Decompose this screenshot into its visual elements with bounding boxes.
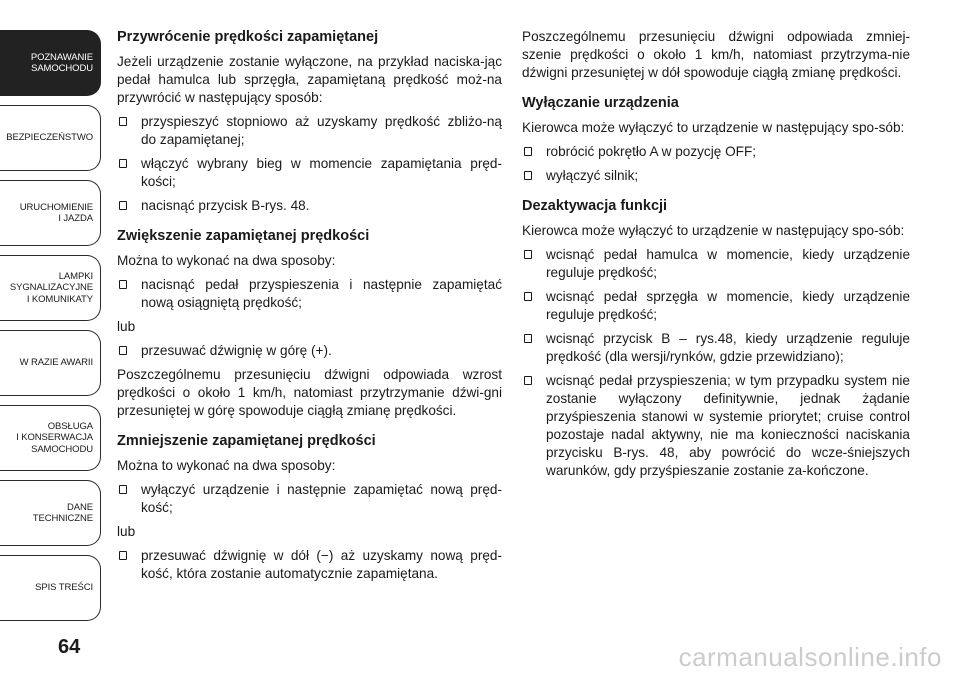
paragraph: Kierowca może wyłączyć to urządzenie w następujący spo-sób: bbox=[522, 120, 905, 135]
list-item: przesuwać dźwignię w dół (−) aż uzyskamy nową pręd-kość, która zostanie automatycznie zapamiętana. bbox=[117, 547, 502, 583]
tab-poznawanie-samochodu[interactable]: POZNAWANIE SAMOCHODU bbox=[0, 30, 101, 96]
watermark: carmanualsonline.info bbox=[678, 642, 942, 672]
tab-obsluga-i-konserwacja[interactable]: OBSŁUGA I KONSERWACJA SAMOCHODU bbox=[0, 405, 101, 471]
heading-increase-speed: Zwiększenie zapamiętanej prędkości bbox=[117, 228, 370, 244]
paragraph: Można to wykonać na dwa sposoby: bbox=[117, 458, 336, 473]
list-item: przyspieszyć stopniowo aż uzyskamy prędkość zbliżo-ną do zapamiętanej; bbox=[117, 113, 502, 149]
tab-bezpieczenstwo[interactable]: BEZPIECZEŃSTWO bbox=[0, 105, 101, 171]
list-item: włączyć wybrany bieg w momencie zapamiętania pręd-kości; bbox=[117, 155, 502, 191]
list-item: wcisnąć pedał sprzęgła w momencie, kiedy urządzenie reguluje prędkość; bbox=[522, 288, 910, 324]
checkbox-bullet-icon bbox=[524, 292, 532, 301]
checkbox-bullet-icon bbox=[524, 147, 532, 156]
tab-w-razie-awarii[interactable]: W RAZIE AWARII bbox=[0, 330, 101, 396]
paragraph: Można to wykonać na dwa sposoby: bbox=[117, 253, 336, 268]
checkbox-bullet-icon bbox=[524, 171, 532, 180]
checkbox-bullet-icon bbox=[119, 159, 127, 168]
list-item: nacisnąć pedał przyspieszenia i następnie zapamiętać nową osiągniętą prędkość; bbox=[117, 276, 502, 312]
page-number: 64 bbox=[58, 636, 81, 658]
checkbox-bullet-icon bbox=[119, 485, 127, 494]
tab-uruchomienie-i-jazda[interactable]: URUCHOMIENIE I JAZDA bbox=[0, 180, 101, 246]
checkbox-bullet-icon bbox=[119, 551, 127, 560]
list-item: wyłączyć urządzenie i następnie zapamiętać nową pręd-kość; bbox=[117, 481, 502, 517]
left-column bbox=[117, 28, 502, 589]
list-item: wcisnąć przycisk B – rys.48, kiedy urządzenie reguluje prędkość (dla wersji/rynków, gdzie przewidziano); bbox=[522, 330, 910, 366]
right-column bbox=[522, 28, 910, 486]
paragraph: Kierowca może wyłączyć to urządzenie w następujący spo-sób: bbox=[522, 223, 905, 238]
checkbox-bullet-icon bbox=[524, 376, 532, 385]
paragraph-or: lub bbox=[117, 524, 136, 539]
list-item: wyłączyć silnik; bbox=[522, 167, 910, 185]
heading-deactivation: Dezaktywacja funkcji bbox=[522, 198, 668, 214]
paragraph: Jeżeli urządzenie zostanie wyłączone, na przykład naciska-jąc pedał hamulca lub sprzęgła, zapamiętaną prędkość moż-na przywrócić w następujący sposób: bbox=[117, 54, 502, 105]
list-item: robrócić pokrętło A w pozycję OFF; bbox=[522, 143, 910, 161]
heading-shutdown: Wyłączanie urządzenia bbox=[522, 95, 679, 111]
checkbox-bullet-icon bbox=[119, 117, 127, 126]
chapter-tabs bbox=[0, 0, 103, 640]
paragraph-or: lub bbox=[117, 319, 136, 334]
list-item: wcisnąć pedał hamulca w momencie, kiedy urządzenie reguluje prędkość; bbox=[522, 246, 910, 282]
checkbox-bullet-icon bbox=[524, 250, 532, 259]
list-item: nacisnąć przycisk B-rys. 48. bbox=[117, 197, 502, 215]
checkbox-bullet-icon bbox=[119, 280, 127, 289]
checkbox-bullet-icon bbox=[524, 334, 532, 343]
paragraph: Poszczególnemu przesunięciu dźwigni odpowiada wzrost prędkości o około 1 km/h, natomiast przytrzymanie dźwi-gni przesuniętej w górę spowoduje ciągłą zmianę prędkości. bbox=[117, 367, 502, 418]
tab-spis-tresci[interactable]: SPIS TREŚCI bbox=[0, 555, 101, 621]
heading-restore-speed: Przywrócenie prędkości zapamiętanej bbox=[117, 29, 379, 45]
tab-lampki-sygnalizacyjne[interactable]: LAMPKI SYGNALIZACYJNE I KOMUNIKATY bbox=[0, 255, 101, 321]
heading-decrease-speed: Zmniejszenie zapamiętanej prędkości bbox=[117, 433, 376, 449]
tab-dane-techniczne[interactable]: DANE TECHNICZNE bbox=[0, 480, 101, 546]
list-item: wcisnąć pedał przyspieszenia; w tym przypadku system nie zostanie wyłączony definitywnie, jednak żądanie przyśpieszenia stanowi w systemie priorytet; cruise control pozostaje nadal aktywny, nie ma konieczności naciskania przycisku B-rys. 48, aby powrócić do wcze-śniejszych warunków, gdy przyśpieszanie zostanie za-kończone. bbox=[522, 372, 910, 480]
checkbox-bullet-icon bbox=[119, 346, 127, 355]
paragraph: Poszczególnemu przesunięciu dźwigni odpowiada zmniej-szenie prędkości o około 1 km/h, natomiast przytrzyma-nie dźwigni przesuniętej w dół spowoduje ciągłą zmianę prędkości. bbox=[522, 29, 910, 80]
checkbox-bullet-icon bbox=[119, 201, 127, 210]
list-item: przesuwać dźwignię w górę (+). bbox=[117, 342, 502, 360]
